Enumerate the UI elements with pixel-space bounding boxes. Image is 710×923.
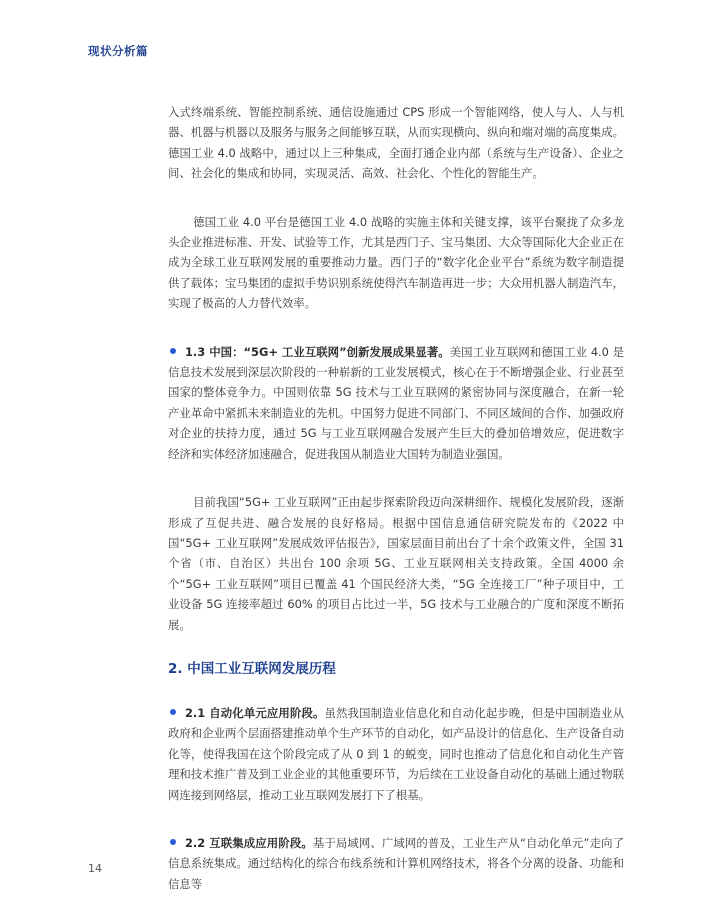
paragraph-body: 虽然我国制造业信息化和自动化起步晚，但是中国制造业从政府和企业两个层面搭建推动单个生产环节的自动化，如产品设计的信息化、生产设备自动化等，使得我国在这个阶段完成了从 0 到 1 的蜕变，同时也推动了信息化和自动化生产管理和技术推广普及到工业企业的其他重要环节，为后续在工业设备自动化的基础上通过物联网连接到网络层，推动工业互联网发展打下了根基。	[168, 705, 624, 802]
paragraph-lead: 2.1 自动化单元应用阶段。	[185, 705, 325, 720]
bullet-icon	[170, 709, 176, 715]
section-title: 2. 中国工业互联网发展历程	[168, 660, 336, 677]
paragraph-body: 基于局域网、广域网的普及，工业生产从“自动化单元”走向了信息系统集成。通过结构化的综合布线系统和计算机网络技术，将各个分离的设备、功能和信息等	[168, 835, 624, 891]
paragraph-body: 美国工业互联网和德国工业 4.0 是信息技术发展到深层次阶段的一种崭新的工业发展模式，核心在于不断增强企业、行业甚至国家的整体竞争力。中国则依靠 5G 技术与工业互联网的紧密协同与深度融合，在新一轮产业革命中紧抓未来制造业的先机。中国努力促进不同部门、不同区域间的合作、加强政府对企业的扶持力度，通过 5G 与工业互联网融合发展产生巨大的叠加倍增效应，促进数字经济和实体经济加速融合，促进我国从制造业大国转为制造业强国。	[168, 344, 624, 461]
paragraph-automation-stage	[168, 703, 624, 805]
paragraph-china-5g	[168, 342, 624, 464]
paragraph-integration-stage	[168, 833, 624, 894]
main-content	[168, 102, 624, 894]
page-number: 14	[88, 862, 102, 875]
bullet-icon	[170, 839, 176, 845]
section-header: 现状分析篇	[88, 44, 148, 58]
paragraph-lead: 2.2 互联集成应用阶段。	[185, 835, 313, 850]
paragraph-5g-progress: 目前我国“5G+ 工业互联网”正由起步探索阶段迈向深耕细作、规模化发展阶段，逐渐形成了互促共进、融合发展的良好格局。根据中国信息通信研究院发布的《2022 中国“5G+ 工业互联网”发展成效评估报告》，国家层面目前出台了十余个政策文件，全国 31 个省（市、自治区）共出台 100 余项 5G、工业互联网相关支持政策。全国 4000 余个“5G+ 工业互联网”项目已覆盖 41 个国民经济大类，“5G 全连接工厂”种子项目中，工业设备 5G 连接率超过 60% 的项目占比过一半，5G 技术与工业融合的广度和深度不断拓展。	[168, 495, 624, 632]
paragraph-cps-integration: 入式终端系统、智能控制系统、通信设施通过 CPS 形成一个智能网络，使人与人、人与机器、机器与机器以及服务与服务之间能够互联，从而实现横向、纵向和端对端的高度集成。德国工业 4.0 战略中，通过以上三种集成，全面打通企业内部（系统与生产设备）、企业之间、社会化的集成和协同，实现灵活、高效、社会化、个性化的智能生产。	[168, 105, 624, 181]
bullet-icon	[170, 348, 176, 354]
paragraph-lead: 1.3 中国：“5G+ 工业互联网”创新发展成果显著。	[185, 344, 450, 359]
paragraph-germany-platform: 德国工业 4.0 平台是德国工业 4.0 战略的实施主体和关键支撑，该平台聚拢了众多龙头企业推进标准、开发、试验等工作，尤其是西门子、宝马集团、大众等国际化大企业正在成为全球工业互联网发展的重要推动力量。西门子的“数字化企业平台”系统为数字制造提供了载体；宝马集团的虚拟手势识别系统使得汽车制造再进一步；大众用机器人制造汽车，实现了极高的人力替代效率。	[168, 214, 624, 311]
